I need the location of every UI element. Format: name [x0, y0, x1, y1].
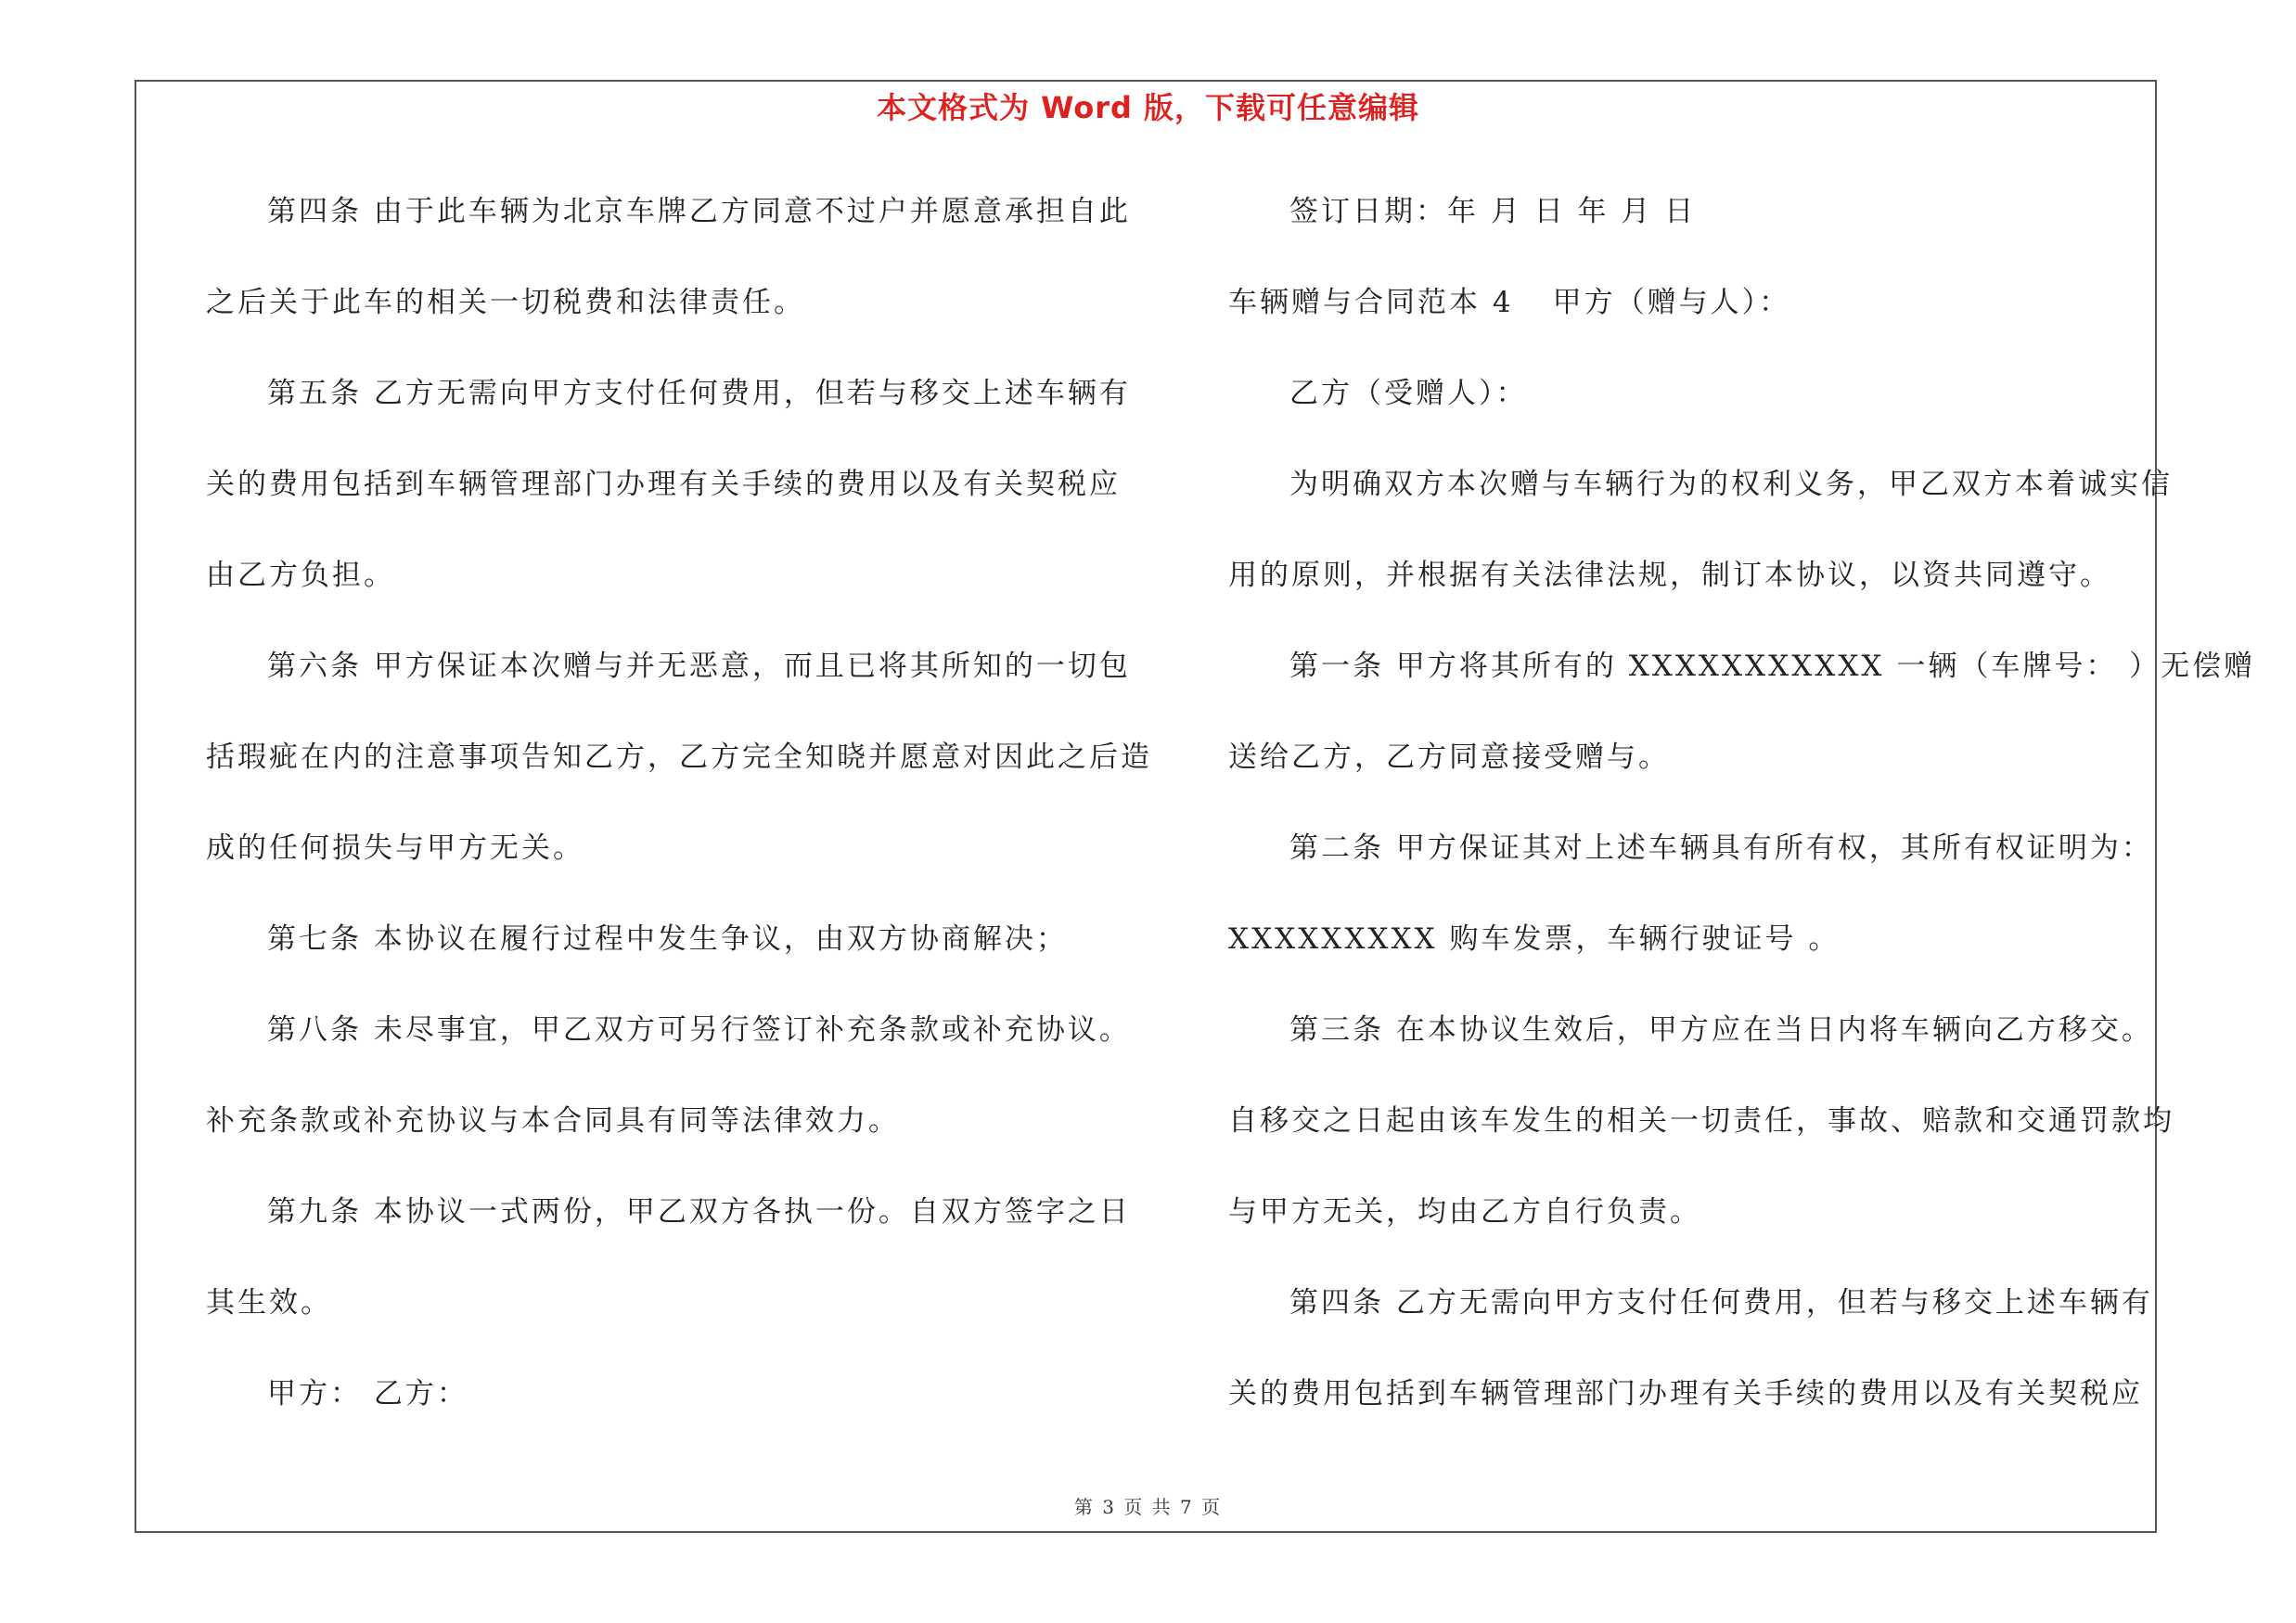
paragraph-line: 第五条 乙方无需向甲方支付任何费用，但若与移交上述车辆有 — [267, 377, 1131, 410]
contract-title-line — [1228, 273, 2156, 364]
paragraph-line: 第六条 甲方保证本次赠与并无恶意，而且已将其所知的一切包 — [267, 650, 1131, 683]
contract-title: 车辆赠与合同范本 4 — [1228, 286, 1514, 319]
paragraph-line: 其生效。 — [206, 1286, 332, 1320]
paragraph-line: 为明确双方本次赠与车辆行为的权利义务，甲乙双方本着诚实信 — [1289, 468, 2173, 501]
paragraph-line: 括瑕疵在内的注意事项告知乙方，乙方完全知晓并愿意对因此之后造 — [206, 741, 1152, 774]
paragraph-line: XXXXXXXXX 购车发票，车辆行驶证号 。 — [1228, 922, 1841, 956]
paragraph-line: 自移交之日起由该车发生的相关一切责任，事故、赔款和交通罚款均 — [1228, 1104, 2174, 1138]
paragraph-line: 第九条 本协议一式两份，甲乙双方各执一份。自双方签字之日 — [267, 1195, 1131, 1229]
paragraph-line: 第八条 未尽事宜，甲乙双方可另行签订补充条款或补充协议。 — [267, 1013, 1131, 1047]
paragraph-line: 成的任何损失与甲方无关。 — [206, 831, 584, 865]
signature-parties-line: 甲方： 乙方： — [267, 1377, 468, 1410]
paragraph-line: 第四条 由于此车辆为北京车牌乙方同意不过户并愿意承担自此 — [267, 195, 1131, 228]
right-column — [1228, 182, 2256, 1455]
paragraph-line: 第四条 乙方无需向甲方支付任何费用，但若与移交上述车辆有 — [1289, 1286, 2153, 1320]
paragraph-line: 之后关于此车的相关一切税费和法律责任。 — [206, 286, 805, 319]
party-a-label: 甲方（赠与人）： — [1552, 286, 1791, 319]
paragraph-line: 补充条款或补充协议与本合同具有同等法律效力。 — [206, 1104, 900, 1138]
page-number: 第 3 页 共 7 页 — [1073, 1496, 1223, 1518]
paragraph-line: 第三条 在本协议生效后，甲方应在当日内将车辆向乙方移交。 — [1289, 1013, 2153, 1047]
left-column — [206, 182, 1152, 1455]
paragraph-line: 送给乙方，乙方同意接受赠与。 — [1228, 741, 1670, 774]
paragraph-line: 关的费用包括到车辆管理部门办理有关手续的费用以及有关契税应 — [1228, 1377, 2143, 1410]
paragraph-line: 第二条 甲方保证其对上述车辆具有所有权，其所有权证明为： — [1289, 831, 2153, 865]
paragraph-line: 与甲方无关，均由乙方自行负责。 — [1228, 1195, 1701, 1229]
paragraph-line: 第一条 甲方将其所有的 XXXXXXXXXXX 一辆（车牌号： ）无偿赠 — [1289, 650, 2256, 683]
paragraph-line: 关的费用包括到车辆管理部门办理有关手续的费用以及有关契税应 — [206, 468, 1121, 501]
paragraph-line: 乙方（受赠人）： — [1289, 377, 1528, 410]
paragraph-line: 由乙方负担。 — [206, 559, 395, 592]
sign-date-line: 签订日期：年 月 日 年 月 日 — [1289, 195, 1697, 228]
paragraph-line: 用的原则，并根据有关法律法规，制订本协议，以资共同遵守。 — [1228, 559, 2111, 592]
paragraph-line: 第七条 本协议在履行过程中发生争议，由双方协商解决； — [267, 922, 1068, 956]
word-format-banner: 本文格式为 Word 版，下载可任意编辑 — [876, 90, 1420, 125]
